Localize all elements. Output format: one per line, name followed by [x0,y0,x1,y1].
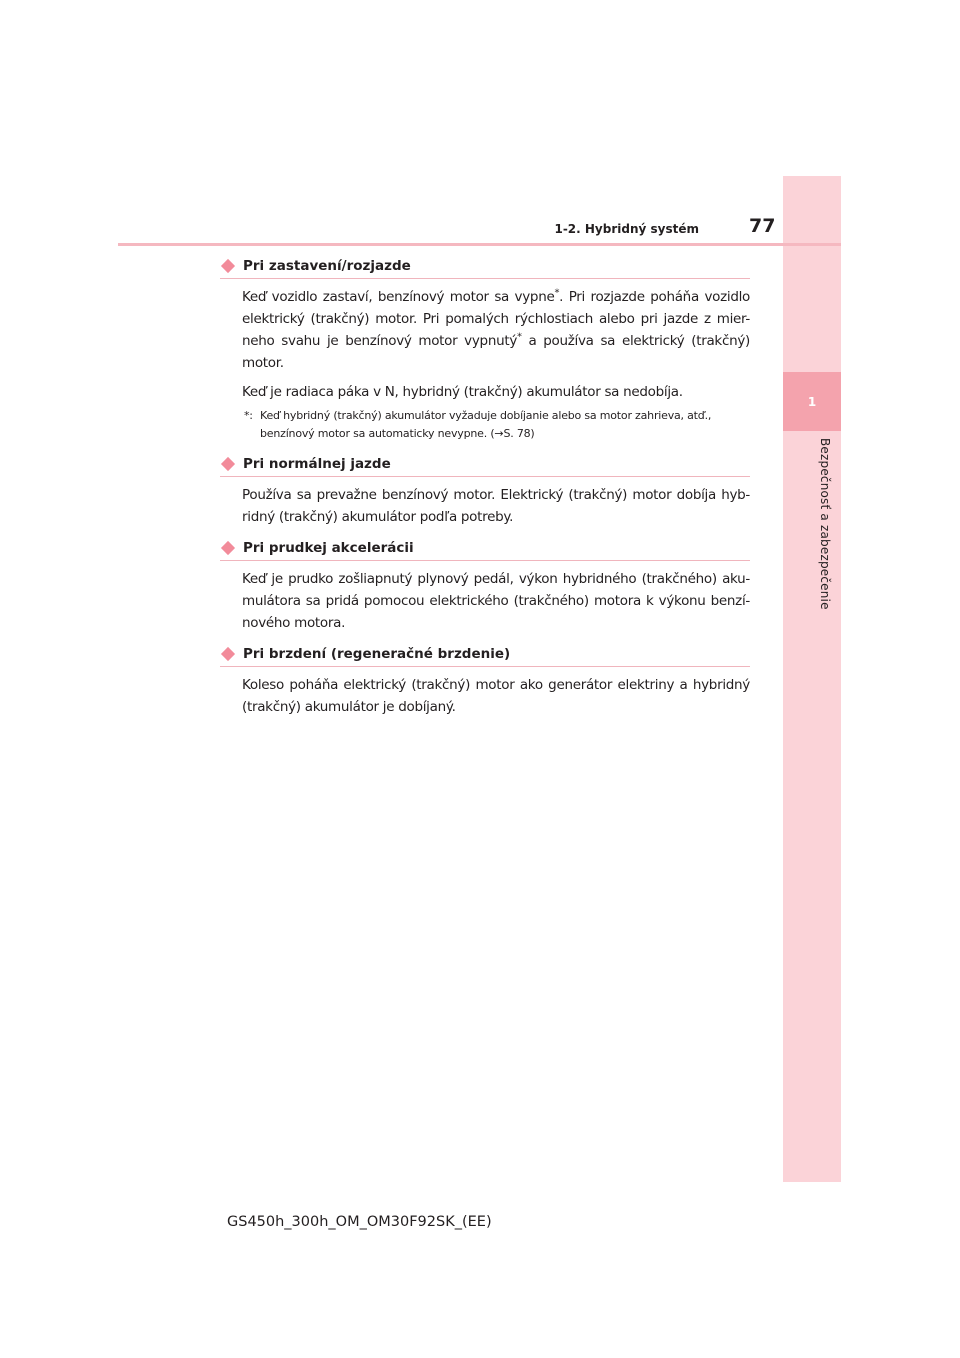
document-code: GS450h_300h_OM_OM30F92SK_(EE) [227,1214,492,1230]
text-run: a používa sa elektrický (trakčný) motor. [242,333,750,371]
section-heading-text: Pri brzdení (regeneračné brzdenie) [243,645,511,662]
paragraph [242,286,750,374]
paragraph: Keď je prudko zošliapnutý plynový pedál, výkon hybridného (trakčného) aku-mulátora sa pridá pomocou elektrického (trakčného) motora k výkonu benzí-nového motora. [242,571,750,631]
footnote-mark: * [554,287,560,299]
section-heading [220,451,750,477]
footnote-text: Keď hybridný (trakčný) akumulátor vyžaduje dobíjanie alebo sa motor zahrieva, atď., benzínový motor sa automaticky nevypne. (→S. 78) [260,409,712,440]
section-stop-start [220,253,750,443]
page-number: 77 [749,215,776,237]
section-heading [220,253,750,279]
header-rule [118,243,841,246]
section-heading-text: Pri zastavení/rozjazde [243,257,411,274]
section-normal-driving [220,451,750,528]
section-braking [220,641,750,718]
section-hard-acceleration [220,535,750,634]
text-run: Keď vozidlo zastaví, benzínový motor sa vypne [242,289,555,305]
section-heading-text: Pri prudkej akcelerácii [243,539,414,556]
section-heading [220,641,750,667]
diamond-bullet-icon [221,540,235,554]
diamond-bullet-icon [221,456,235,470]
text-run: . Pri rozjazde poháňa vozidlo elektrický (trakčný) motor. Pri pomalých rýchlostiach alebo pri jazde z mier-neho svahu je benzínový motor vypnutý [242,289,751,349]
diamond-bullet-icon [221,646,235,660]
side-tab [783,176,841,1182]
footnote [244,407,750,443]
footnote-mark: * [517,331,522,343]
footnote-marker: *: [244,409,253,422]
paragraph: Keď je radiaca páka v N, hybridný (trakčný) akumulátor sa nedobíja. [242,384,683,400]
paragraph: Koleso poháňa elektrický (trakčný) motor ako generátor elektriny a hybridný (trakčný) akumulátor je dobíjaný. [242,677,750,715]
section-heading-text: Pri normálnej jazde [243,455,391,472]
section-title: 1-2. Hybridný systém [554,222,699,236]
chapter-title: Bezpečnosť a zabezpečenie [818,438,832,610]
section-heading [220,535,750,561]
diamond-bullet-icon [221,258,235,272]
chapter-number: 1 [807,394,817,409]
paragraph: Používa sa prevažne benzínový motor. Elektrický (trakčný) motor dobíja hyb-ridný (trakčný) akumulátor podľa potreby. [242,487,750,525]
